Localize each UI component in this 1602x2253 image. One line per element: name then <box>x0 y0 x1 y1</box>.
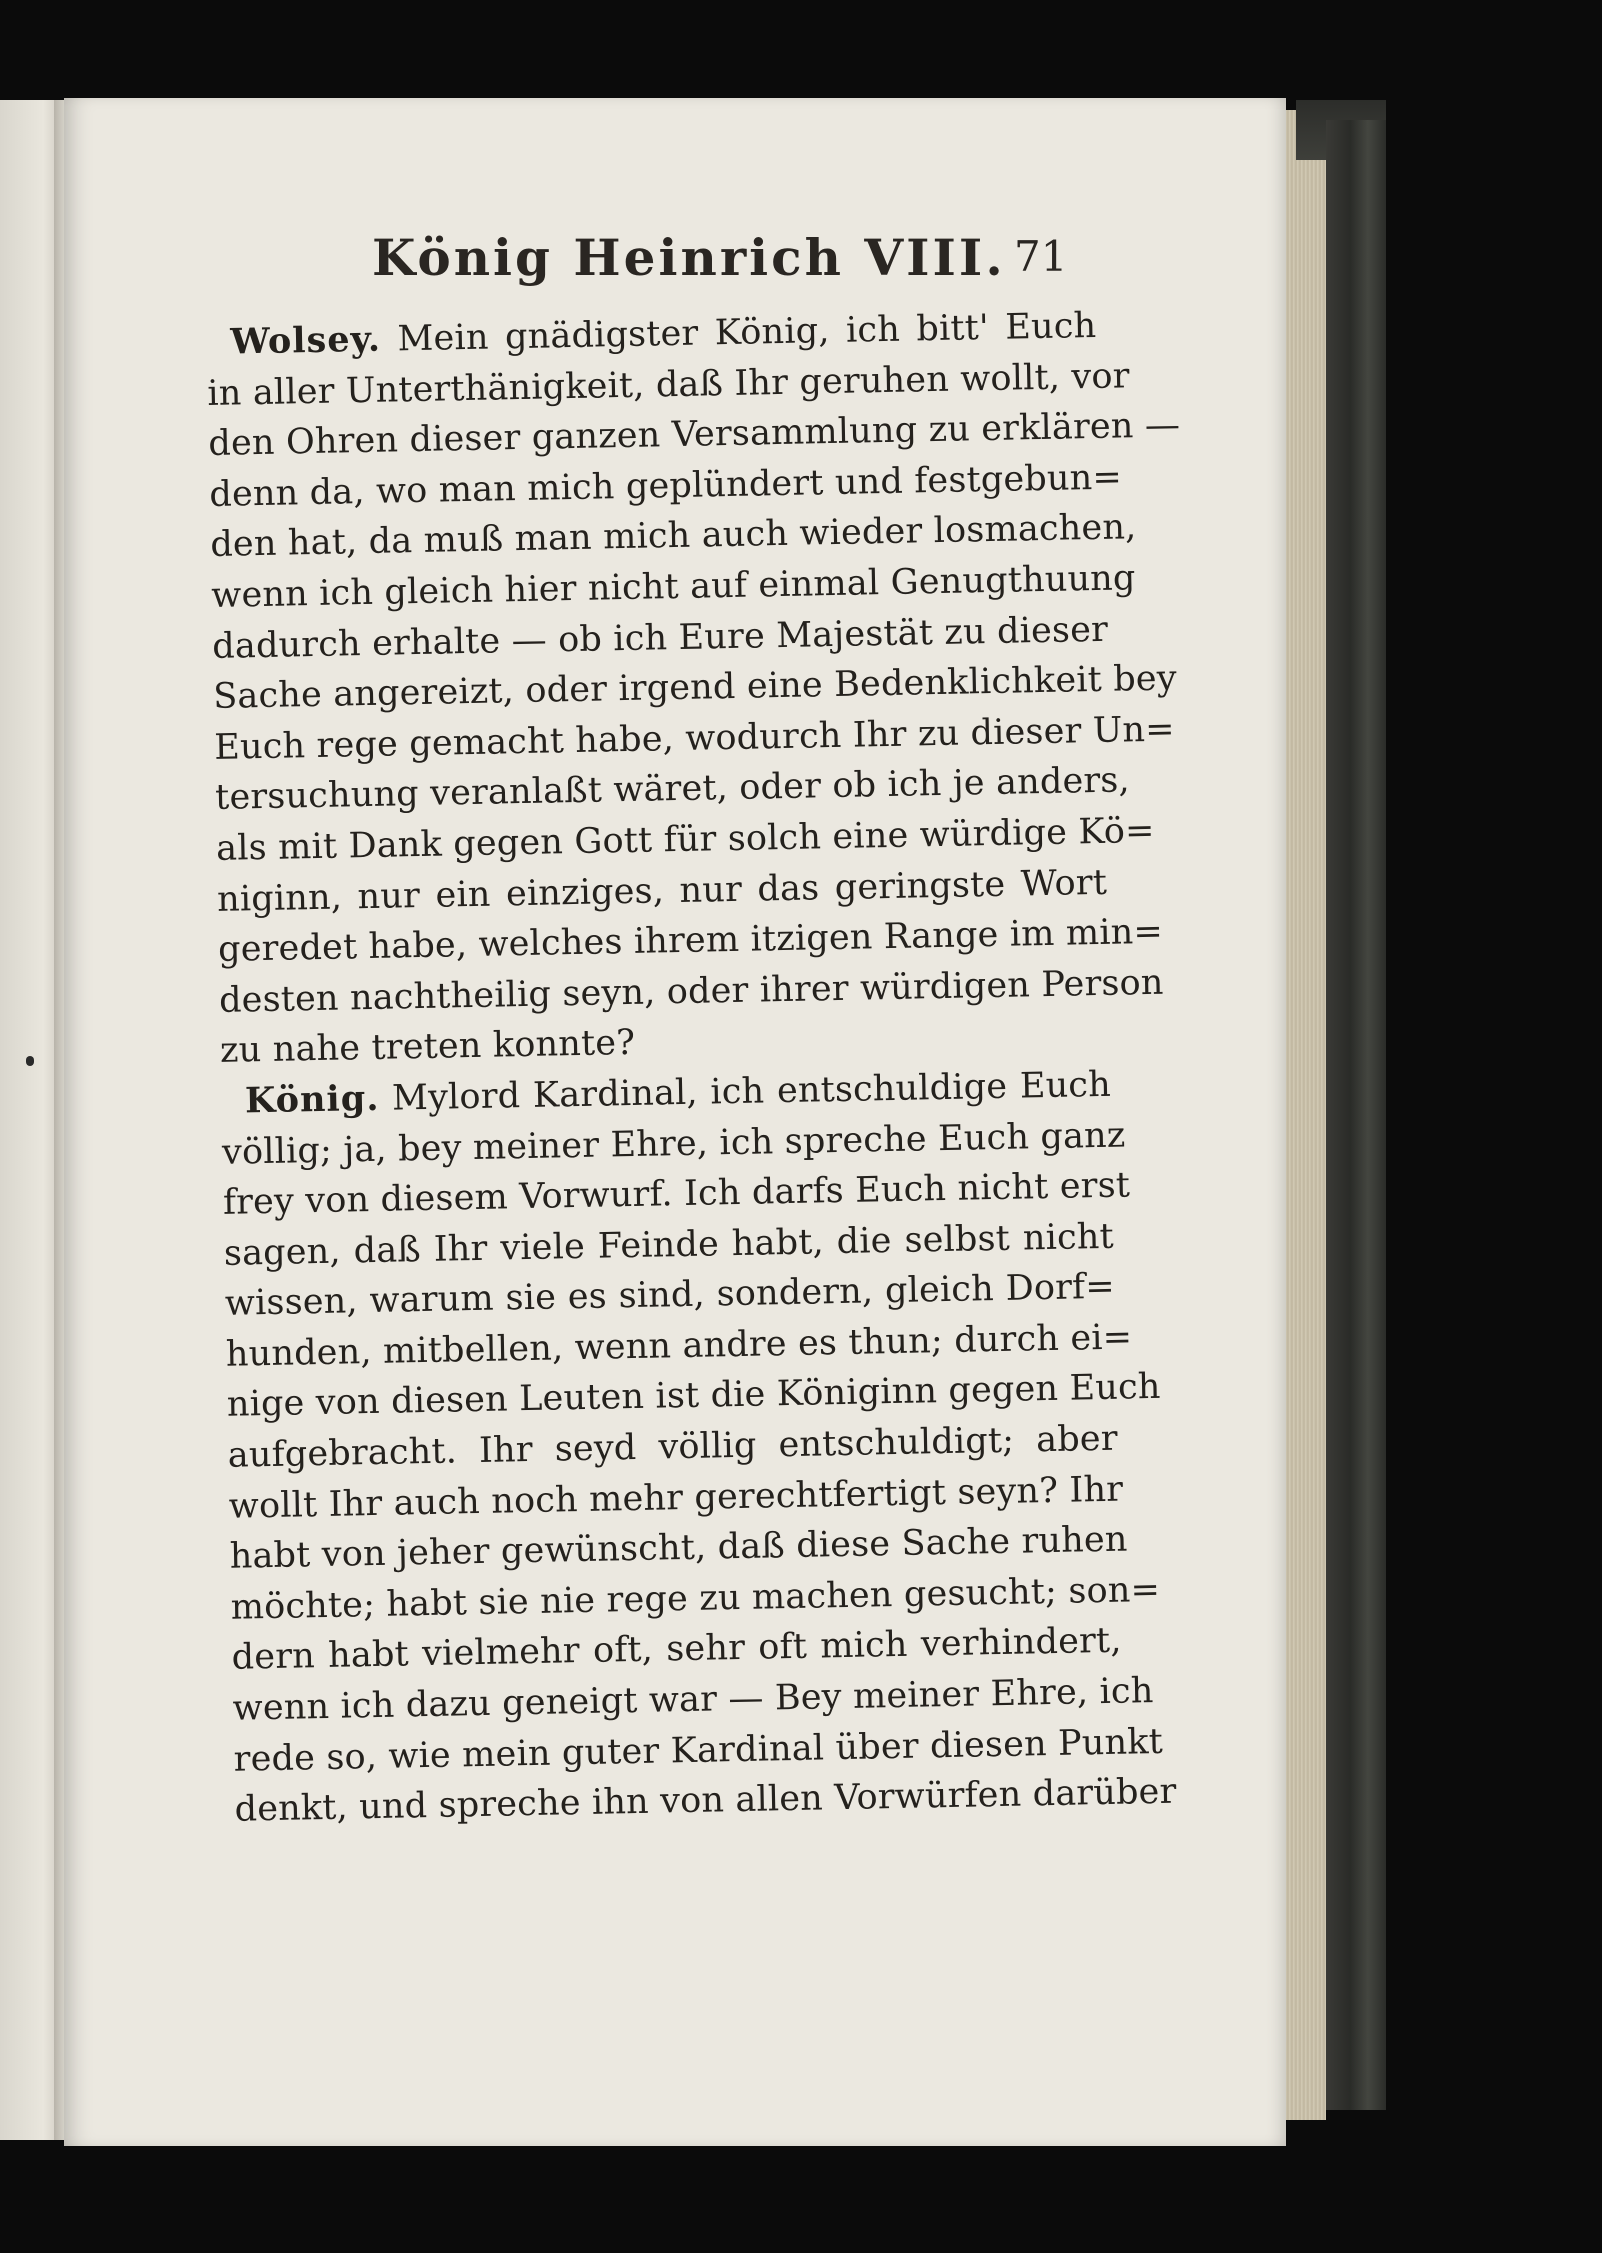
page-number: 71 <box>1014 232 1068 281</box>
running-title: König Heinrich VIII. <box>372 228 1006 287</box>
text-line: dadurch erhalte — ob ich Eure Majestät zu dieser <box>211 609 1109 667</box>
text-line: den Ohren dieser ganzen Versammlung zu erklären — <box>208 405 1181 465</box>
text-line: rede so, wie mein guter Kardinal über diesen Punkt <box>233 1721 1164 1780</box>
text-line: denn da, wo man mich geplündert und festgebun= <box>209 457 1123 515</box>
text-line: wissen, warum sie es sind, sondern, gleich Dorf= <box>224 1267 1116 1325</box>
text-line: den hat, da muß man mich auch wieder losmachen, <box>209 507 1137 566</box>
book-cover <box>1326 120 1386 2110</box>
text-line: denkt, und spreche ihn von allen Vorwürfen darüber <box>234 1771 1177 1830</box>
text-line: völlig; ja, bey meiner Ehre, ich spreche Euch ganz <box>221 1115 1126 1173</box>
page-edges <box>1286 110 1326 2120</box>
speaker-label: Wolsey. <box>230 318 382 363</box>
text-line: wollt Ihr auch noch mehr gerechtfertigt seyn? Ihr <box>228 1469 1124 1527</box>
text-line: als mit Dank gegen Gott für solch eine würdige Kö= <box>215 810 1155 869</box>
speaker-label: König. <box>244 1077 380 1122</box>
text-line: Euch rege gemacht habe, wodurch Ihr zu dieser Un= <box>213 709 1176 768</box>
text-line: geredet habe, welches ihrem itzigen Range im min= <box>217 911 1164 971</box>
text-line: aufgebracht. Ihr seyd völlig entschuldigt; aber <box>227 1418 1119 1476</box>
text-line: tersuchung veranlaßt wäret, oder ob ich je anders, <box>214 760 1131 819</box>
text-line: dern habt vielmehr oft, sehr oft mich verhindert, <box>231 1621 1122 1679</box>
line-text: Mein gnädigster König, ich bitt' Euch <box>397 305 1097 360</box>
text-line: sagen, daß Ihr viele Feinde habt, die selbst nicht <box>223 1216 1115 1274</box>
page-speck <box>26 1056 34 1066</box>
text-line: wenn ich gleich hier nicht auf einmal Genugthuung <box>210 558 1136 616</box>
text-line: wenn ich dazu geneigt war — Bey meiner Ehre, ich <box>232 1671 1154 1729</box>
facing-page-edge <box>0 100 62 2140</box>
running-head <box>372 228 1072 288</box>
text-line: möchte; habt sie nie rege zu machen gesucht; son= <box>230 1569 1161 1628</box>
text-line: in aller Unterthänigkeit, daß Ihr geruhen wollt, vor <box>207 355 1130 414</box>
text-line: niginn, nur ein einziges, nur das geringste Wort <box>216 862 1108 920</box>
body-text <box>206 301 1181 1836</box>
text-line: nige von diesen Leuten ist die Königinn gegen Euch <box>226 1367 1161 1426</box>
text-line: hunden, mitbellen, wenn andre es thun; durch ei= <box>225 1317 1133 1375</box>
text-line: frey von diesem Vorwurf. Ich darfs Euch nicht erst <box>222 1165 1131 1223</box>
speech-wolsey <box>206 301 1181 1077</box>
text-line: habt von jeher gewünscht, daß diese Sache ruhen <box>229 1519 1128 1578</box>
text-line: desten nachtheilig seyn, oder ihrer würdigen Person <box>218 962 1164 1021</box>
text-line: Sache angereizt, oder irgend eine Bedenklichkeit bey <box>212 658 1178 718</box>
line-text: Mylord Kardinal, ich entschuldige Euch <box>391 1064 1112 1119</box>
speech-koenig <box>221 1060 1177 1836</box>
text-line: zu nahe treten konnte? <box>219 1023 636 1072</box>
